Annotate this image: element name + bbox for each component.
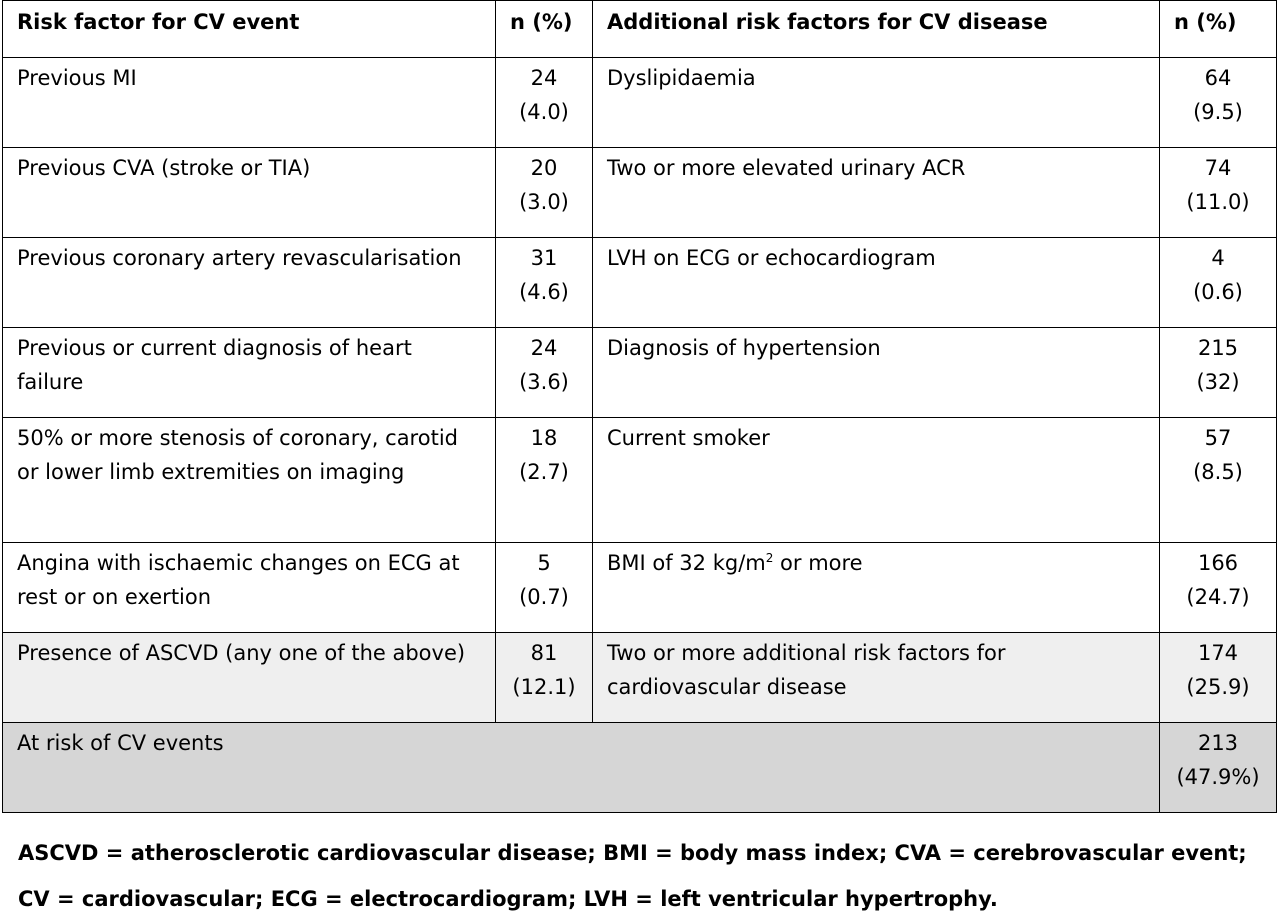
right-count: 215 (32) bbox=[1160, 328, 1277, 418]
right-count: 57 (8.5) bbox=[1160, 418, 1277, 543]
header-n-pct-left: n (%) bbox=[496, 1, 593, 58]
table-row bbox=[3, 418, 1277, 543]
left-count: 31 (4.6) bbox=[496, 238, 593, 328]
at-risk-count: 213 (47.9%) bbox=[1160, 723, 1277, 813]
risk-factor-table bbox=[2, 0, 1277, 813]
left-label: 50% or more stenosis of coronary, carotid or lower limb extremities on imaging bbox=[3, 418, 496, 543]
left-count: 18 (2.7) bbox=[496, 418, 593, 543]
right-count: 4 (0.6) bbox=[1160, 238, 1277, 328]
superscript-two: 2 bbox=[765, 551, 774, 565]
left-label: Previous MI bbox=[3, 58, 496, 148]
additional-summary-count: 174 (25.9) bbox=[1160, 633, 1277, 723]
right-count: 74 (11.0) bbox=[1160, 148, 1277, 238]
right-count: 64 (9.5) bbox=[1160, 58, 1277, 148]
right-label: LVH on ECG or echocardiogram bbox=[593, 238, 1160, 328]
table-row bbox=[3, 148, 1277, 238]
right-label: BMI of 32 $kg/m^2$ or more bbox=[593, 543, 1160, 633]
header-risk-factor: Risk factor for CV event bbox=[3, 1, 496, 58]
at-risk-row bbox=[3, 723, 1277, 813]
left-count: 24 (4.0) bbox=[496, 58, 593, 148]
right-count: 166 (24.7) bbox=[1160, 543, 1277, 633]
ascvd-label: Presence of ASCVD (any one of the above) bbox=[3, 633, 496, 723]
additional-summary-label: Two or more additional risk factors for cardiovascular disease bbox=[593, 633, 1160, 723]
table-row bbox=[3, 543, 1277, 633]
ascvd-count: 81 (12.1) bbox=[496, 633, 593, 723]
table-row bbox=[3, 238, 1277, 328]
table-row bbox=[3, 58, 1277, 148]
abbreviations-footnote: ASCVD = atherosclerotic cardiovascular disease; BMI = body mass index; CVA = cerebrovascular event; CV = cardiovascular; ECG = electrocardiogram; LVH = left ventricular hypertrophy. bbox=[18, 841, 1247, 911]
header-additional-risk: Additional risk factors for CV disease bbox=[593, 1, 1160, 58]
left-count: 20 (3.0) bbox=[496, 148, 593, 238]
left-label: Previous or current diagnosis of heart failure bbox=[3, 328, 496, 418]
left-label: Previous CVA (stroke or TIA) bbox=[3, 148, 496, 238]
right-label: Dyslipidaemia bbox=[593, 58, 1160, 148]
at-risk-label: At risk of CV events bbox=[3, 723, 1160, 813]
left-count: 5 (0.7) bbox=[496, 543, 593, 633]
right-label: Diagnosis of hypertension bbox=[593, 328, 1160, 418]
left-count: 24 (3.6) bbox=[496, 328, 593, 418]
left-label: Previous coronary artery revascularisation bbox=[3, 238, 496, 328]
right-label: Two or more elevated urinary ACR bbox=[593, 148, 1160, 238]
right-label: Current smoker bbox=[593, 418, 1160, 543]
table-row bbox=[3, 328, 1277, 418]
left-label: Angina with ischaemic changes on ECG at rest or on exertion bbox=[3, 543, 496, 633]
header-n-pct-right: n (%) bbox=[1160, 1, 1277, 58]
ascvd-summary-row bbox=[3, 633, 1277, 723]
header-row bbox=[3, 1, 1277, 58]
